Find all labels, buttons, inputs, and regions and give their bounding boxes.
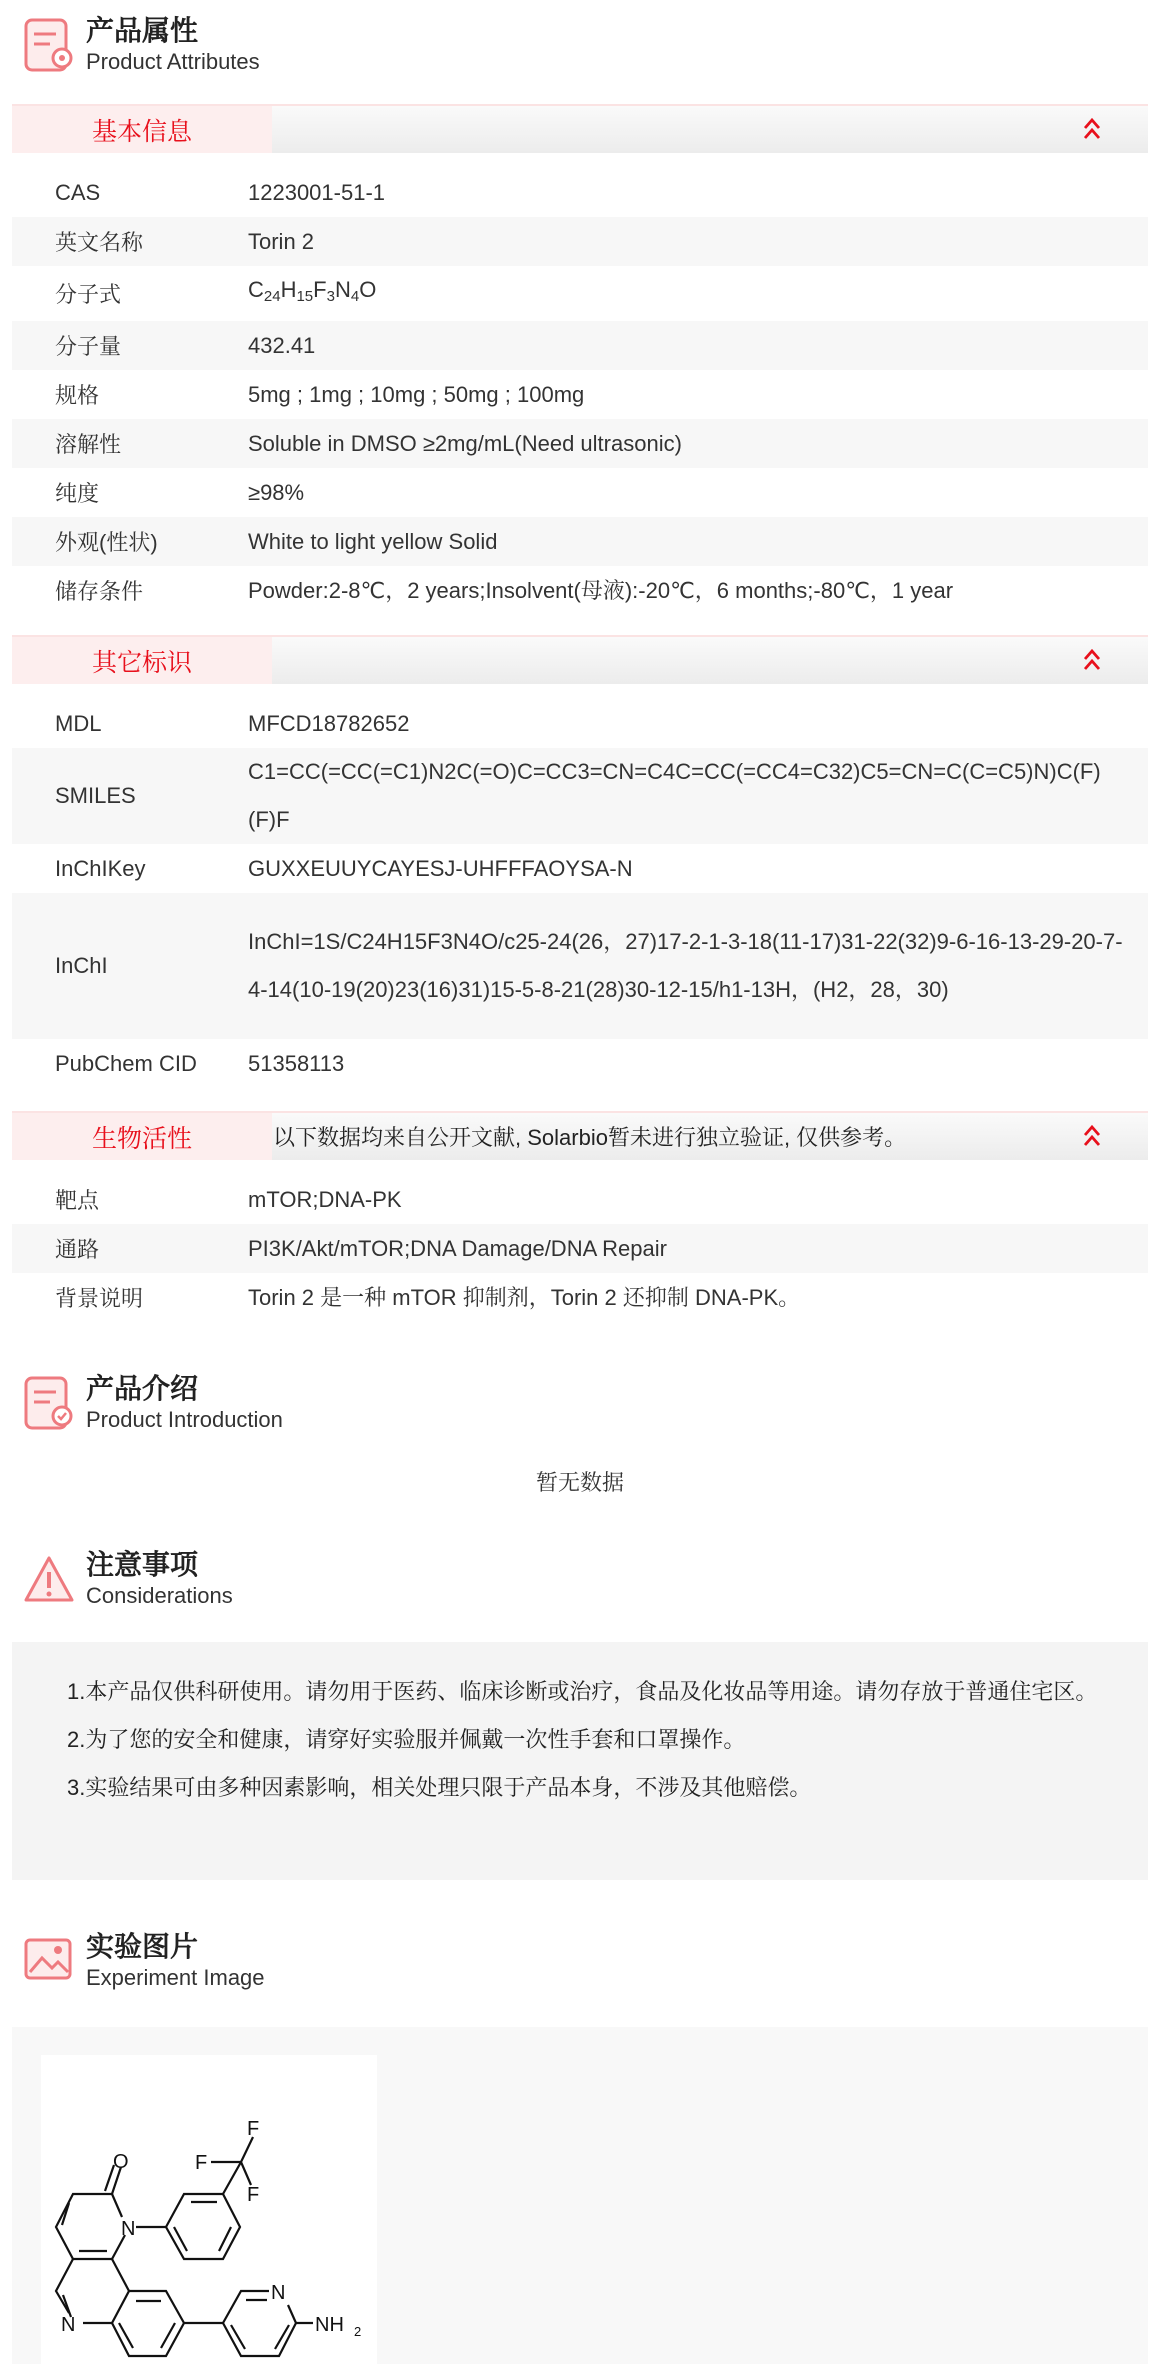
collapse-chevron-icon[interactable] [1080, 1123, 1104, 1149]
section-subtitle: Product Attributes [86, 49, 260, 74]
product-intro-header [22, 1372, 283, 1434]
row-label: 分子式 [55, 282, 122, 307]
row-label: PubChem CID [55, 1050, 197, 1076]
basic-info-title: 基本信息 [12, 106, 272, 153]
table-row [12, 1175, 1148, 1224]
table-row [12, 1039, 1148, 1088]
row-value: Powder:2-8℃，2 years;Insolvent(母液):-20℃，6 months;-80℃，1 year [248, 577, 954, 603]
consideration-item: 2.为了您的安全和健康，请穿好实验服并佩戴一次性手套和口罩操作。 [67, 1727, 746, 1752]
warning-icon [22, 1550, 76, 1608]
table-row [12, 566, 1148, 615]
atom-label: N [61, 2314, 76, 2336]
atom-label: NH [315, 2314, 344, 2336]
basic-info-bar[interactable] [12, 104, 1148, 153]
row-value: GUXXEUUYCAYESJ-UHFFFAOYSA-N [248, 855, 633, 881]
row-value: C1=CC(=CC(=C1)N2C(=O)C=CC3=CN=C4C=CC(=CC4=C32)C5=CN=C(C=C5)N)C(F)(F)F [248, 759, 1101, 832]
considerations-header [22, 1548, 233, 1610]
disclaimer-note: 以下数据均来自公开文献, Solarbio暂未进行独立验证, 仅供参考。 [273, 1125, 907, 1150]
bio-activity-table [12, 1175, 1148, 1322]
section-subtitle: Considerations [86, 1583, 233, 1608]
section-title: 注意事项 [86, 1549, 199, 1580]
row-value: InChI=1S/C24H15F3N4O/c25-24(26，27)17-2-1-3-18(11-17)31-22(32)9-6-16-13-29-20-7-4-14(10-19(20)23(16)31)15-5-8-21(28)30-12-15/h1-13H，(H2，28，30) [248, 929, 1123, 1002]
table-row [12, 266, 1148, 321]
row-value: mTOR;DNA-PK [248, 1186, 402, 1212]
table-row [12, 699, 1148, 748]
row-label: 英文名称 [55, 230, 144, 255]
row-value: Soluble in DMSO ≥2mg/mL(Need ultrasonic) [248, 430, 682, 456]
row-label: 溶解性 [55, 432, 122, 457]
experiment-image-box [12, 2027, 1148, 2364]
row-label: CAS [55, 179, 101, 205]
chemical-structure [41, 2055, 377, 2364]
table-row [12, 517, 1148, 566]
row-value: MFCD18782652 [248, 710, 410, 736]
row-value: White to light yellow Solid [248, 528, 498, 554]
row-value: 51358113 [248, 1050, 345, 1076]
row-value: PI3K/Akt/mTOR;DNA Damage/DNA Repair [248, 1235, 667, 1261]
row-label: 规格 [55, 383, 100, 408]
table-row [12, 168, 1148, 217]
section-title: 产品属性 [86, 15, 199, 46]
section-title: 产品介绍 [86, 1373, 199, 1404]
considerations-box [12, 1642, 1148, 1880]
atom-label: N [271, 2282, 286, 2304]
document-check-icon [22, 1374, 76, 1432]
other-ids-table [12, 699, 1148, 1088]
table-row [12, 321, 1148, 370]
experiment-image-header [22, 1930, 265, 1992]
atom-label: N [121, 2218, 136, 2240]
row-value: Torin 2 是一种 mTOR 抑制剂，Torin 2 还抑制 DNA-PK。 [248, 1284, 801, 1310]
document-gear-icon [22, 16, 76, 74]
table-row [12, 844, 1148, 893]
section-subtitle: Product Introduction [86, 1407, 283, 1432]
other-ids-bar[interactable] [12, 635, 1148, 684]
row-label: 靶点 [55, 1188, 100, 1213]
table-row [12, 370, 1148, 419]
atom-label: F [247, 2118, 260, 2140]
row-value: Torin 2 [248, 228, 315, 254]
consideration-item: 3.实验结果可由多种因素影响，相关处理只限于产品本身，不涉及其他赔偿。 [67, 1775, 812, 1800]
formula-value: $C_{24}H_{15}F_3N_4O$ [248, 277, 377, 305]
table-row [12, 748, 1148, 844]
table-row [12, 468, 1148, 517]
atom-label: F [195, 2152, 208, 2174]
row-label: 背景说明 [55, 1286, 144, 1311]
product-attributes-header [22, 14, 260, 76]
row-label: 分子量 [55, 334, 122, 359]
row-value: ≥98% [248, 479, 305, 505]
table-row [12, 419, 1148, 468]
atom-label: 2 [354, 2324, 362, 2339]
no-data-text: 暂无数据 [535, 1470, 624, 1495]
bio-activity-title: 生物活性 [12, 1113, 272, 1160]
row-value: 432.41 [248, 332, 316, 358]
section-title: 实验图片 [86, 1931, 199, 1962]
image-icon [22, 1932, 76, 1990]
table-row [12, 893, 1148, 1039]
table-row [12, 217, 1148, 266]
table-row [12, 1273, 1148, 1322]
row-label: InChIKey [55, 855, 146, 881]
row-label: 纯度 [55, 481, 100, 506]
row-label: 外观(性状) [55, 530, 158, 555]
row-label: InChI [55, 953, 108, 978]
other-ids-title: 其它标识 [12, 637, 272, 684]
atom-label: F [247, 2184, 260, 2206]
collapse-chevron-icon[interactable] [1080, 647, 1104, 673]
structure-image[interactable] [41, 2055, 377, 2364]
row-value: 5mg ; 1mg ; 10mg ; 50mg ; 100mg [248, 381, 585, 407]
row-label: MDL [55, 710, 102, 736]
consideration-item: 1.本产品仅供科研使用。请勿用于医药、临床诊断或治疗，食品及化妆品等用途。请勿存放于普通住宅区。 [67, 1679, 1098, 1704]
basic-info-table [12, 168, 1148, 615]
row-label: 通路 [55, 1237, 100, 1262]
section-subtitle: Experiment Image [86, 1965, 265, 1990]
bio-activity-bar[interactable] [12, 1111, 1148, 1160]
table-row [12, 1224, 1148, 1273]
atom-label: O [113, 2151, 129, 2173]
collapse-chevron-icon[interactable] [1080, 116, 1104, 142]
row-label: 储存条件 [55, 579, 144, 604]
row-label: SMILES [55, 783, 136, 808]
row-value: 1223001-51-1 [248, 179, 386, 205]
